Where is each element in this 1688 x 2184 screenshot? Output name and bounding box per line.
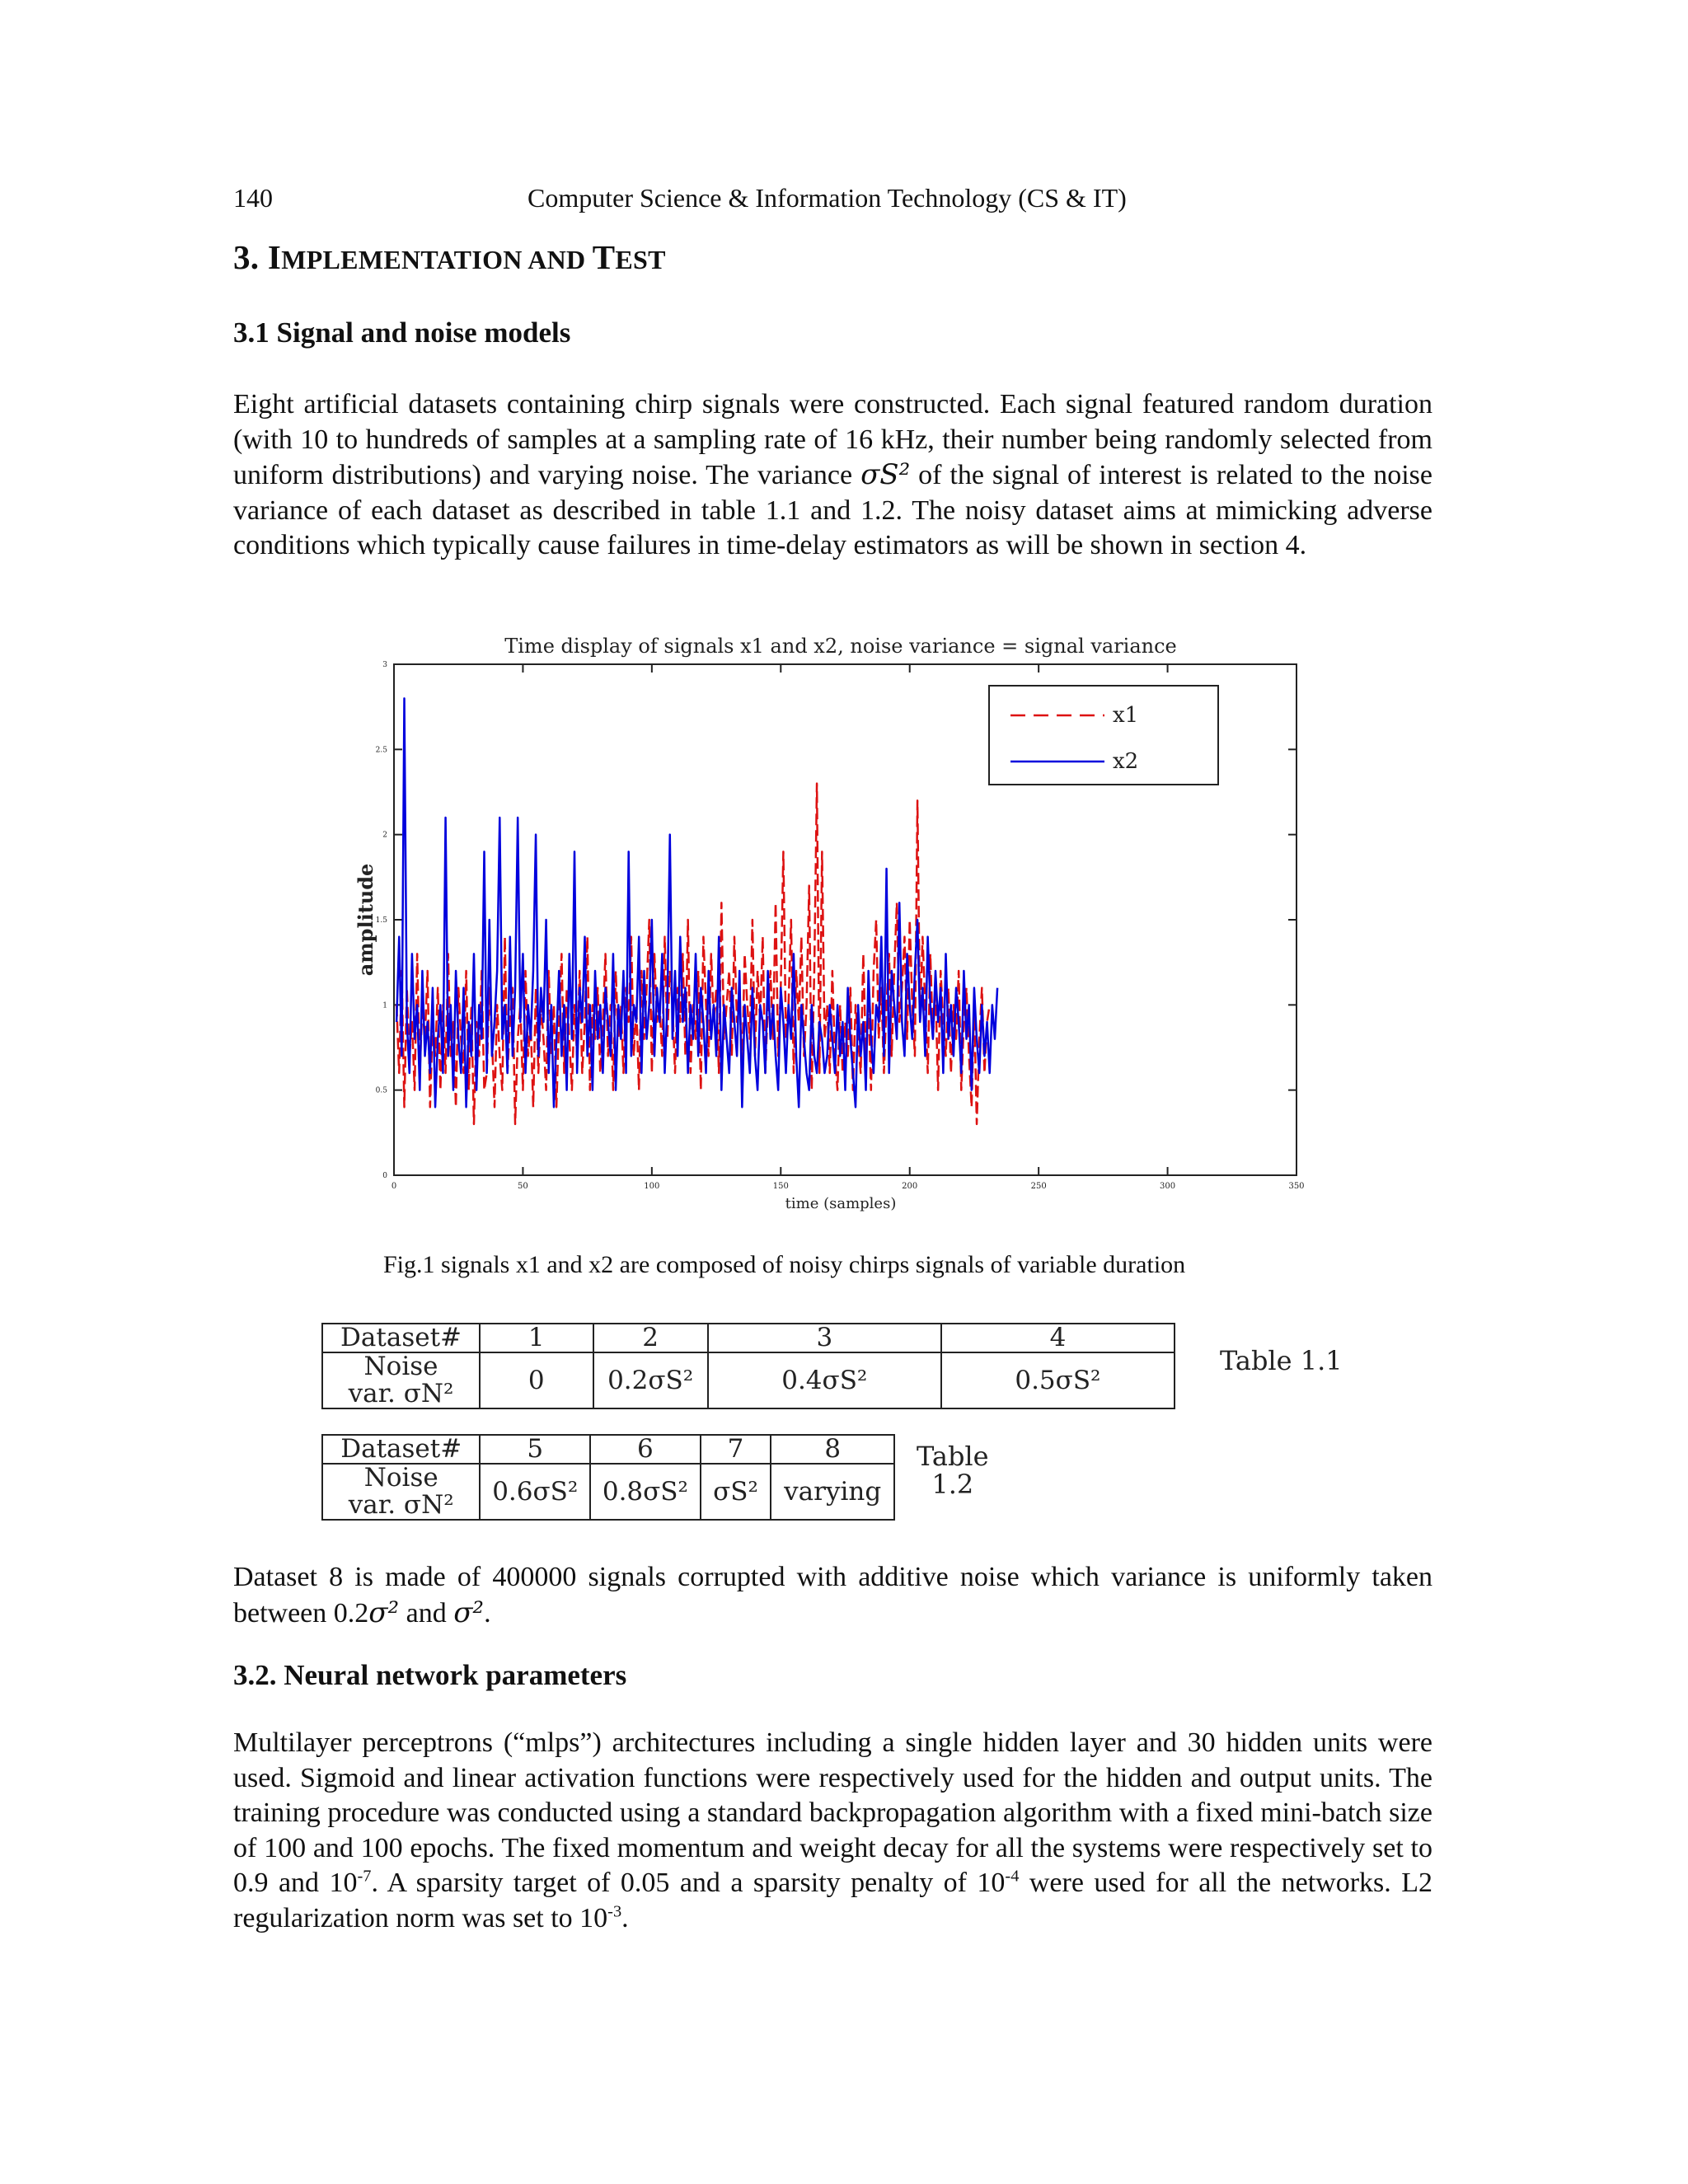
table-cell: Dataset# (322, 1435, 480, 1464)
figure-caption: Fig.1 signals x1 and x2 are composed of noisy chirps signals of variable duration (383, 1251, 1186, 1278)
table-row-label: Noise var. σN² (322, 1464, 480, 1520)
x-axis-label: time (samples) (785, 1195, 897, 1212)
table-cell: 0.6σS² (480, 1464, 590, 1520)
x-tick-label: 100 (644, 1182, 660, 1191)
series-lines (396, 698, 997, 1124)
table-row-label: Noise var. σN² (322, 1352, 480, 1408)
subsection-heading-3-2: 3.2. Neural network parameters (233, 1659, 627, 1691)
journal-title: Computer Science & Information Technology (CS & IT) (528, 183, 1127, 213)
y-tick-label: 3 (382, 661, 387, 669)
y-axis-label: amplitude (354, 863, 377, 977)
figure-signal-plot (330, 630, 1319, 1223)
table-cell: 6 (590, 1435, 701, 1464)
series-line-x2 (396, 698, 997, 1107)
table-cell: 4 (941, 1324, 1175, 1352)
paragraph-network-parameters: Multilayer perceptrons (“mlps”) architectures including a single hidden layer and 30 hidden units were used. Sigmoid and linear activation functions were respectively used for the hidden and output units. The training procedure was conducted using a standard backpropagation algorithm with a fixed mini-batch size of 100 and 100 epochs. The fixed momentum and weight decay for all the systems were respectively set to 0.9 and $10^{-7}$. A sparsity target of 0.05 and a sparsity penalty of $10^{-4}$ were used for all the networks. L2 regularization norm was set to $10^{-3}$. (233, 1727, 1432, 1933)
paragraph-signal-models: Eight artificial datasets containing chirp signals were constructed. Each signal featured random duration (with 10 to hundreds of samples at a sampling rate of 16 kHz, their number being randomly selected from uniform distributions) and varying noise. The variance σS² of the signal of interest is related to the noise variance of each dataset as described in table 1.1 and 1.2. The noisy dataset aims at mimicking adverse conditions which typically cause failures in time-delay estimators as will be shown in section 4. (233, 389, 1432, 560)
x-tick-label: 200 (902, 1182, 918, 1191)
table-1-2-label: Table 1.2 (917, 1441, 989, 1500)
x-tick-label: 250 (1030, 1182, 1047, 1191)
table-cell: 5 (480, 1435, 590, 1464)
table-cell: 0.5σS² (941, 1352, 1175, 1408)
x-tick-label: 150 (772, 1182, 789, 1191)
table-cell: 1 (480, 1324, 593, 1352)
x-tick-label: 50 (518, 1182, 528, 1191)
table-cell: 0 (480, 1352, 593, 1408)
table-1-2 (321, 1434, 895, 1521)
sigma-s-squared: σS² (860, 458, 911, 491)
y-tick-label: 0 (382, 1172, 387, 1180)
table-1-1 (321, 1323, 1175, 1409)
y-tick-label: 1.5 (375, 916, 387, 925)
x-tick-label: 0 (391, 1182, 397, 1191)
table-cell: varying (771, 1464, 894, 1520)
x-tick-label: 350 (1288, 1182, 1305, 1191)
chart-title: Time display of signals x1 and x2, noise variance = signal variance (504, 635, 1177, 658)
y-tick-label: 2 (382, 831, 387, 840)
table-cell: Dataset# (322, 1324, 480, 1352)
paragraph-dataset-8: Dataset 8 is made of 400000 signals corrupted with additive noise which variance is uniformly taken between 0.2σ² and σ². (233, 1562, 1432, 1629)
x-tick-label: 300 (1160, 1182, 1176, 1191)
legend (989, 686, 1218, 785)
table-cell: 0.8σS² (590, 1464, 701, 1520)
y-tick-label: 0.5 (375, 1086, 387, 1095)
table-cell: 7 (701, 1435, 771, 1464)
subsection-heading-3-1: 3.1 Signal and noise models (233, 316, 571, 349)
y-tick-label: 1 (382, 1001, 387, 1010)
table-cell: 0.2σS² (593, 1352, 708, 1408)
table-cell: σS² (701, 1464, 771, 1520)
table-1-1-label: Table 1.1 (1220, 1345, 1343, 1376)
table-cell: 8 (771, 1435, 894, 1464)
page-number: 140 (233, 183, 273, 213)
legend-box (989, 686, 1218, 785)
table-cell: 2 (593, 1324, 708, 1352)
table-cell: 0.4σS² (708, 1352, 941, 1408)
y-tick-label: 2.5 (375, 746, 387, 755)
legend-x2-label: x2 (1113, 749, 1139, 774)
legend-x1-label: x1 (1113, 703, 1139, 728)
section-heading: 3. IMPLEMENTATION AND TEST (233, 238, 666, 276)
table-cell: 3 (708, 1324, 941, 1352)
